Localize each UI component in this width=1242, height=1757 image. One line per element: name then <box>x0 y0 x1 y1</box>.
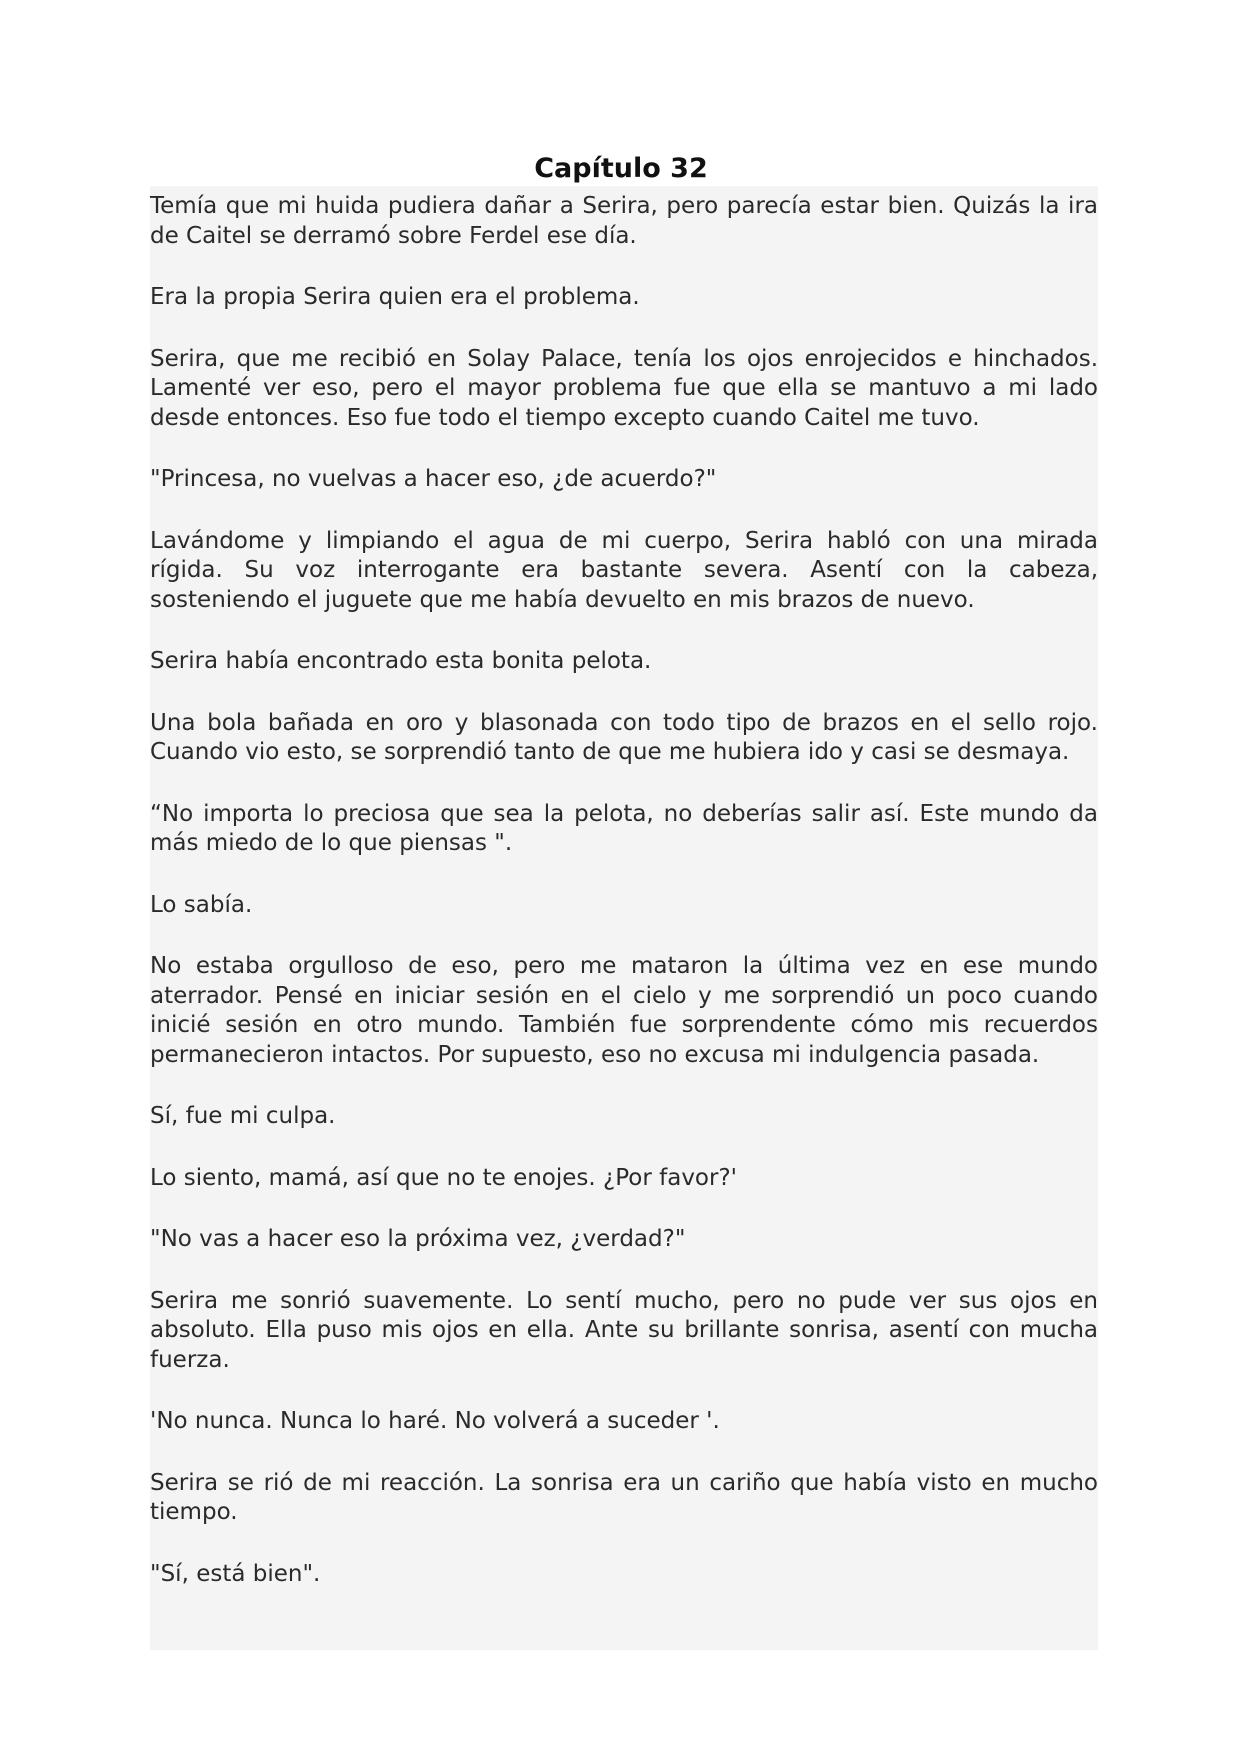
paragraph: Serira había encontrado esta bonita pelota. <box>150 648 652 674</box>
paragraph: “No importa lo preciosa que sea la pelota, no deberías salir así. Este mundo da más miedo de lo que piensas ". <box>150 800 1098 856</box>
paragraph: Lavándome y limpiando el agua de mi cuerpo, Serira habló con una mirada rígida. Su voz interrogante era bastante severa. Asentí con la cabeza, sosteniendo el juguete que me había devuelto en mis brazos de nuevo. <box>150 527 1098 613</box>
paragraph: "Princesa, no vuelvas a hacer eso, ¿de acuerdo?" <box>150 466 717 492</box>
paragraph: Sí, fue mi culpa. <box>150 1103 336 1129</box>
paragraph: Serira me sonrió suavemente. Lo sentí mucho, pero no pude ver sus ojos en absoluto. Ella puso mis ojos en ella. Ante su brillante sonrisa, asentí con mucha fuerza. <box>150 1287 1098 1373</box>
paragraph: Lo sabía. <box>150 891 253 918</box>
paragraph: Una bola bañada en oro y blasonada con todo tipo de brazos en el sello rojo. Cuando vio esto, se sorprendió tanto de que me hubiera ido y casi se desmaya. <box>150 709 1098 765</box>
paragraph: Serira, que me recibió en Solay Palace, tenía los ojos enrojecidos e hinchados. Lamenté ver eso, pero el mayor problema fue que ella se mantuvo a mi lado desde entonces. Eso fue todo el tiempo excepto cuando Caitel me tuvo. <box>150 345 1098 431</box>
paragraph: Temía que mi huida pudiera dañar a Serira, pero parecía estar bien. Quizás la ira de Caitel se derramó sobre Ferdel ese día. <box>150 193 1098 249</box>
chapter-title: Capítulo 32 <box>534 153 708 184</box>
paragraph: Lo siento, mamá, así que no te enojes. ¿Por favor?' <box>150 1164 737 1191</box>
chapter-body <box>150 186 1098 1650</box>
paragraph: Era la propia Serira quien era el problema. <box>150 284 640 310</box>
paragraph: 'No nunca. Nunca lo haré. No volverá a suceder '. <box>150 1408 720 1434</box>
paragraph: "Sí, está bien". <box>150 1560 321 1587</box>
paragraph: No estaba orgulloso de eso, pero me mataron la última vez en ese mundo aterrador. Pensé en iniciar sesión en el cielo y me sorprendió un poco cuando inicié sesión en otro mundo. También fue sorprendente cómo mis recuerdos permanecieron intactos. Por supuesto, eso no excusa mi indulgencia pasada. <box>150 953 1098 1068</box>
paragraph: "No vas a hacer eso la próxima vez, ¿verdad?" <box>150 1226 686 1252</box>
paragraph: Serira se rió de mi reacción. La sonrisa era un cariño que había visto en mucho tiempo. <box>150 1469 1098 1525</box>
